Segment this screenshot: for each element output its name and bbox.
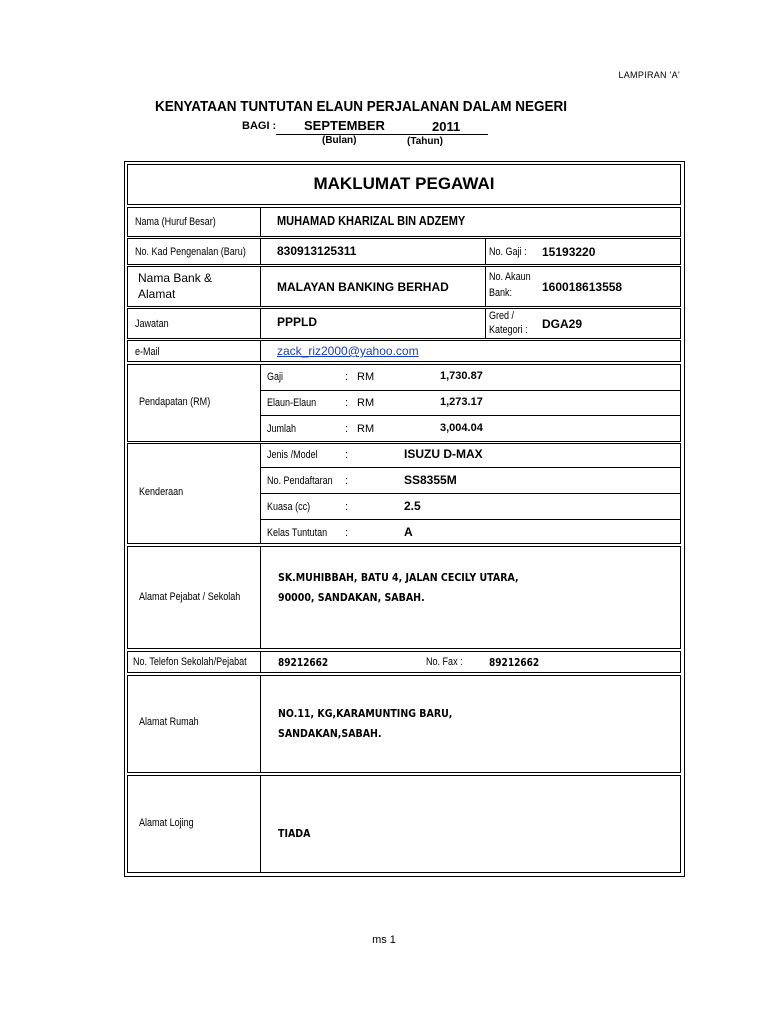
lojing-value bbox=[278, 827, 316, 840]
bagi-underline bbox=[276, 134, 488, 135]
telefon-value bbox=[278, 656, 339, 669]
pendaftaran-colon: : bbox=[345, 475, 349, 487]
elaun-value: 1,273.17 bbox=[440, 396, 483, 408]
kuasa-value: 2.5 bbox=[404, 499, 421, 513]
kenderaan-label bbox=[139, 486, 193, 498]
divider bbox=[260, 675, 261, 773]
elaun-label bbox=[267, 397, 327, 409]
kenderaan-label-text: Kenderaan bbox=[139, 486, 184, 498]
kelas-value: A bbox=[404, 525, 413, 539]
bank-value: MALAYAN BANKING BERHAD bbox=[277, 280, 449, 294]
page-number: ms 1 bbox=[372, 934, 396, 946]
jenis-colon: : bbox=[345, 449, 349, 461]
kuasa-label bbox=[267, 501, 320, 513]
pejabat-label bbox=[139, 591, 263, 603]
email-label bbox=[135, 346, 165, 358]
email-link[interactable]: zack_riz2000@yahoo.com bbox=[277, 344, 419, 358]
divider bbox=[485, 238, 486, 265]
gred-value: DGA29 bbox=[542, 317, 583, 331]
rumah-label bbox=[139, 716, 212, 728]
kuasa-colon: : bbox=[345, 501, 349, 513]
gaji-colon: : bbox=[345, 371, 349, 383]
divider bbox=[260, 308, 261, 339]
year-value: 2011 bbox=[432, 119, 461, 134]
divider bbox=[485, 266, 486, 307]
nama-value bbox=[277, 214, 491, 228]
fax-label bbox=[426, 656, 471, 668]
jenis-value: ISUZU D-MAX bbox=[404, 447, 483, 461]
nama-value-text: MUHAMAD KHARIZAL BIN ADZEMY bbox=[277, 214, 466, 228]
akaun-label-2-text: Bank: bbox=[489, 287, 513, 299]
divider bbox=[260, 340, 261, 362]
fax-label-text: No. Fax : bbox=[426, 656, 463, 668]
jawatan-label-text: Jawatan bbox=[135, 318, 169, 330]
jumlah-unit: RM bbox=[357, 423, 375, 435]
divider bbox=[260, 415, 681, 416]
ic-label-text: No. Kad Pengenalan (Baru) bbox=[135, 246, 246, 258]
ic-value: 830913125311 bbox=[277, 244, 357, 258]
jumlah-colon: : bbox=[345, 423, 349, 435]
section-title: MAKLUMAT PEGAWAI bbox=[313, 174, 495, 193]
email-label-text: e-Mail bbox=[135, 346, 160, 358]
pejabat-label-text: Alamat Pejabat / Sekolah bbox=[139, 591, 241, 603]
tahun-label: (Tahun) bbox=[407, 136, 443, 147]
divider bbox=[260, 266, 261, 307]
gaji-no-value: 15193220 bbox=[542, 245, 596, 259]
pejabat-line-2-text: 90000, SANDAKAN, SABAH. bbox=[278, 591, 425, 604]
lojing-label bbox=[139, 817, 206, 829]
rumah-line-2 bbox=[278, 727, 398, 740]
jawatan-value: PPPLD bbox=[277, 315, 318, 329]
kelas-colon: : bbox=[345, 527, 349, 539]
divider bbox=[260, 364, 261, 442]
lojing-block bbox=[127, 775, 681, 873]
akaun-label-1-text: No. Akaun bbox=[489, 271, 531, 283]
document-title bbox=[0, 98, 768, 115]
akaun-label-1 bbox=[489, 271, 540, 283]
rumah-line-2-text: SANDAKAN,SABAH. bbox=[278, 727, 382, 740]
telefon-value-text: 89212662 bbox=[278, 656, 329, 669]
gaji-no-label-text: No. Gaji : bbox=[489, 246, 527, 258]
fax-value-text: 89212662 bbox=[489, 656, 540, 669]
lojing-label-text: Alamat Lojing bbox=[139, 817, 194, 829]
gaji-no-label bbox=[489, 246, 535, 258]
divider bbox=[260, 467, 681, 468]
month-value: SEPTEMBER bbox=[304, 118, 385, 133]
gred-label-1 bbox=[489, 310, 520, 322]
gaji-unit: RM bbox=[357, 371, 375, 383]
divider bbox=[260, 207, 261, 237]
divider bbox=[485, 308, 486, 339]
gred-label-1-text: Gred / bbox=[489, 310, 515, 322]
bank-label-1: Nama Bank & bbox=[138, 271, 213, 285]
elaun-label-text: Elaun-Elaun bbox=[267, 397, 317, 409]
bagi-label: BAGI : bbox=[242, 120, 277, 132]
gred-label-2 bbox=[489, 324, 536, 336]
telefon-label-text: No. Telefon Sekolah/Pejabat bbox=[133, 656, 247, 668]
gaji-value: 1,730.87 bbox=[440, 370, 483, 382]
pejabat-line-1 bbox=[278, 571, 558, 584]
pejabat-line-2 bbox=[278, 591, 449, 604]
kelas-label bbox=[267, 527, 340, 539]
lampiran-label: LAMPIRAN 'A' bbox=[618, 70, 680, 80]
rumah-line-1 bbox=[278, 707, 481, 720]
pejabat-line-1-text: SK.MUHIBBAH, BATU 4, JALAN CECILY UTARA, bbox=[278, 571, 519, 584]
gred-label-2-text: Kategori : bbox=[489, 324, 528, 336]
gaji-label-text: Gaji bbox=[267, 371, 284, 383]
pendapatan-label-text: Pendapatan (RM) bbox=[139, 396, 211, 408]
rumah-line-1-text: NO.11, KG,KARAMUNTING BARU, bbox=[278, 707, 453, 720]
pendapatan-label bbox=[139, 396, 226, 408]
kelas-label-text: Kelas Tuntutan bbox=[267, 527, 328, 539]
jumlah-label bbox=[267, 423, 302, 435]
nama-label bbox=[135, 216, 233, 228]
divider bbox=[260, 775, 261, 873]
bank-label-2: Alamat bbox=[138, 287, 176, 301]
elaun-unit: RM bbox=[357, 397, 375, 409]
gaji-label bbox=[267, 371, 287, 383]
fax-value bbox=[489, 656, 550, 669]
jumlah-label-text: Jumlah bbox=[267, 423, 297, 435]
telefon-label bbox=[133, 656, 272, 668]
divider bbox=[260, 390, 681, 391]
akaun-label-2 bbox=[489, 287, 517, 299]
jenis-label-text: Jenis /Model bbox=[267, 449, 318, 461]
jenis-label bbox=[267, 449, 329, 461]
divider bbox=[260, 519, 681, 520]
jawatan-label bbox=[135, 318, 176, 330]
akaun-value: 160018613558 bbox=[542, 280, 623, 294]
kuasa-label-text: Kuasa (cc) bbox=[267, 501, 311, 513]
ic-label bbox=[135, 246, 270, 258]
rumah-label-text: Alamat Rumah bbox=[139, 716, 199, 728]
divider bbox=[260, 493, 681, 494]
pendaftaran-label-text: No. Pendaftaran bbox=[267, 475, 333, 487]
elaun-colon: : bbox=[345, 397, 349, 409]
lojing-value-text: TIADA bbox=[278, 827, 311, 840]
pendaftaran-value: SS8355M bbox=[404, 473, 457, 487]
pendaftaran-label bbox=[267, 475, 347, 487]
row-jawatan bbox=[127, 308, 681, 339]
nama-label-text: Nama (Huruf Besar) bbox=[135, 216, 216, 228]
bulan-label: (Bulan) bbox=[322, 135, 357, 146]
document-title-text: KENYATAAN TUNTUTAN ELAUN PERJALANAN DALAM NEGERI bbox=[155, 98, 568, 115]
jumlah-value: 3,004.04 bbox=[440, 422, 483, 434]
